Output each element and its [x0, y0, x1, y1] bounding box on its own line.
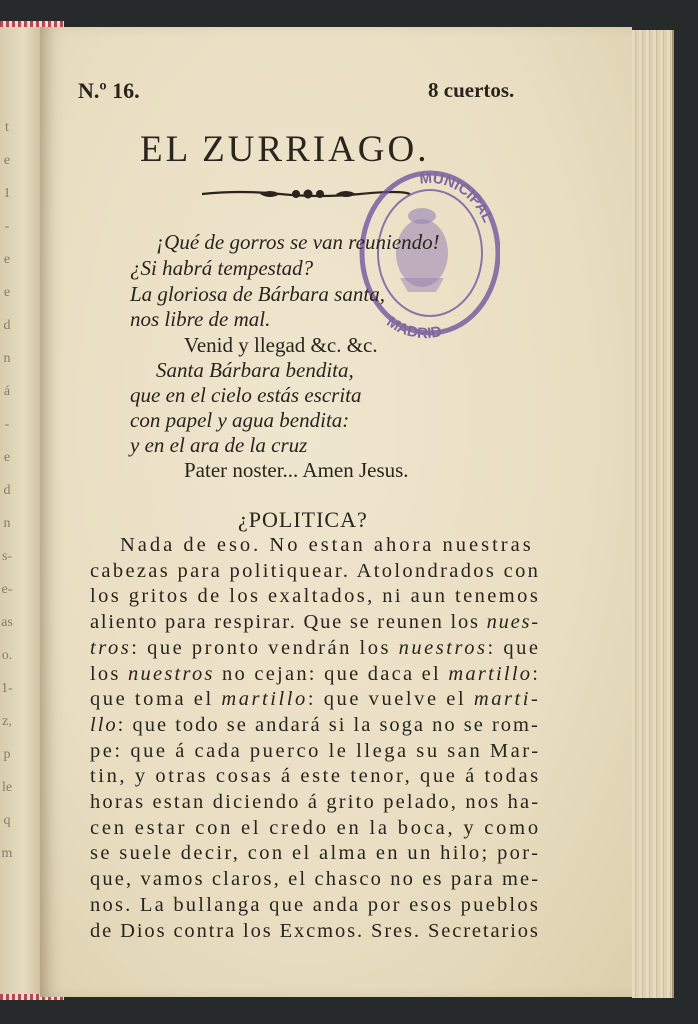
page-stack-edges: [632, 30, 674, 998]
article-line-segment: cen estar con el credo en la boca, y como: [90, 816, 541, 839]
article-line-segment: pe: que á cada puerco le llega su san Mar-: [90, 739, 541, 762]
previous-page-letter: e: [3, 153, 11, 168]
article-line: [90, 842, 540, 865]
previous-page-letter: d: [3, 483, 11, 498]
article-line-segment: martillo: [221, 688, 308, 711]
article-line-segment: los: [90, 662, 129, 685]
article-line: [90, 765, 541, 788]
article-line-segment: : que pronto vendrán los: [131, 636, 399, 659]
article-line-segment: que, vamos claros, el chasco no es para me-: [90, 868, 541, 891]
previous-page-letter: e: [3, 252, 11, 267]
previous-page-letter: p: [3, 747, 11, 762]
article-line: [90, 611, 540, 634]
article-line: [90, 585, 540, 608]
article-line: [90, 714, 540, 737]
previous-page-letter: s-: [1, 549, 13, 564]
poem-line: ¡Qué de gorros se van reuniendo!: [156, 230, 440, 254]
poem-line: La gloriosa de Bárbara santa,: [130, 282, 385, 306]
article-line: [90, 817, 541, 840]
poem-line: con papel y agua bendita:: [130, 408, 350, 432]
previous-page-letter: -: [4, 219, 10, 234]
poem-line: Venid y llegad &c. &c.: [184, 333, 378, 357]
article-line-segment: : que vuelve el: [307, 688, 474, 711]
article-line: [120, 534, 534, 557]
article-line-segment: que toma el: [90, 688, 222, 711]
previous-page-letter: e-: [1, 582, 13, 597]
previous-page-letter: á: [3, 384, 11, 399]
article-line: [90, 637, 541, 660]
article-line-segment: nos. La bullanga que anda por esos pueblos: [90, 893, 541, 916]
article-line-segment: Nada de eso. No estan ahora nuestras: [120, 534, 534, 556]
issue-price: 8 cuertos.: [428, 78, 515, 102]
previous-page-letter: z,: [2, 714, 12, 729]
article-line-segment: nues-: [486, 611, 540, 634]
poem-line: y en el ara de la cruz: [130, 433, 308, 457]
previous-page-strip: [0, 22, 41, 998]
previous-page-letter: o.: [1, 648, 13, 663]
article-line-segment: no cejan: que daca el: [214, 662, 449, 685]
article-line: [90, 894, 540, 917]
article-line-segment: : que todo se andará si la soga no se rom-: [117, 713, 540, 736]
poem-line: ¿Si habrá tempestad?: [130, 256, 314, 280]
article-line-segment: llo: [90, 713, 118, 736]
article-line-segment: cabezas para politiquear. Atolondrados con: [90, 559, 541, 582]
previous-page-letter: e: [3, 450, 11, 465]
previous-page-letter: m: [1, 846, 13, 861]
article-line: [90, 920, 540, 943]
stamp-text-top: MUNICIPAL: [418, 169, 497, 226]
poem-line: nos libre de mal.: [130, 307, 271, 331]
previous-page-letter: 1-: [1, 681, 13, 696]
previous-page-letter: 1: [3, 186, 11, 201]
previous-page-letter: t: [5, 120, 9, 135]
article-line-segment: : que: [487, 636, 541, 659]
article-line-segment: nuestros: [398, 636, 488, 659]
article-line-segment: se suele decir, con el alma en un hilo; por-: [90, 842, 541, 865]
article-line: [90, 663, 540, 686]
article-line-segment: tros: [90, 636, 132, 659]
article-title: ¿POLITICA?: [238, 507, 368, 532]
previous-page-letter: d: [3, 318, 11, 333]
article-line: [90, 868, 540, 891]
article-line-segment: tin, y otras cosas á este tenor, que á todas: [90, 765, 541, 788]
article-line-segment: aliento para respirar. Que se reunen los: [90, 611, 487, 634]
article-line-segment: :: [532, 662, 541, 685]
poem-line: que en el cielo estás escrita: [130, 383, 362, 407]
article-line: [90, 791, 540, 814]
article-line: [90, 688, 540, 711]
previous-page-letter: le: [1, 780, 13, 795]
article-line-segment: marti-: [473, 688, 541, 711]
stamp-text-bottom: MADRID: [383, 313, 444, 343]
poem-line: Santa Bárbara bendita,: [156, 358, 354, 382]
previous-page-letter: n: [3, 351, 11, 366]
previous-page-letter: e: [3, 285, 11, 300]
previous-page-letter: -: [4, 417, 10, 432]
article-line-segment: horas estan diciendo á grito pelado, nos ha-: [90, 791, 541, 813]
article-line-segment: martillo: [448, 662, 533, 685]
previous-page-letter: as: [1, 615, 13, 630]
article-line: [90, 560, 540, 583]
article-line-segment: de Dios contra los Excmos. Sres. Secretarios: [90, 919, 540, 942]
article-line: [90, 740, 541, 763]
article-line-segment: los gritos de los exaltados, ni aun tenemos: [90, 585, 541, 608]
previous-page-letter: n: [3, 516, 11, 531]
article-line-segment: nuestros: [128, 662, 215, 685]
previous-page-letter: q: [3, 813, 11, 828]
issue-number: N.º 16.: [78, 78, 140, 103]
masthead-title: EL ZURRIAGO.: [140, 129, 430, 170]
poem-line: Pater noster... Amen Jesus.: [184, 458, 409, 482]
